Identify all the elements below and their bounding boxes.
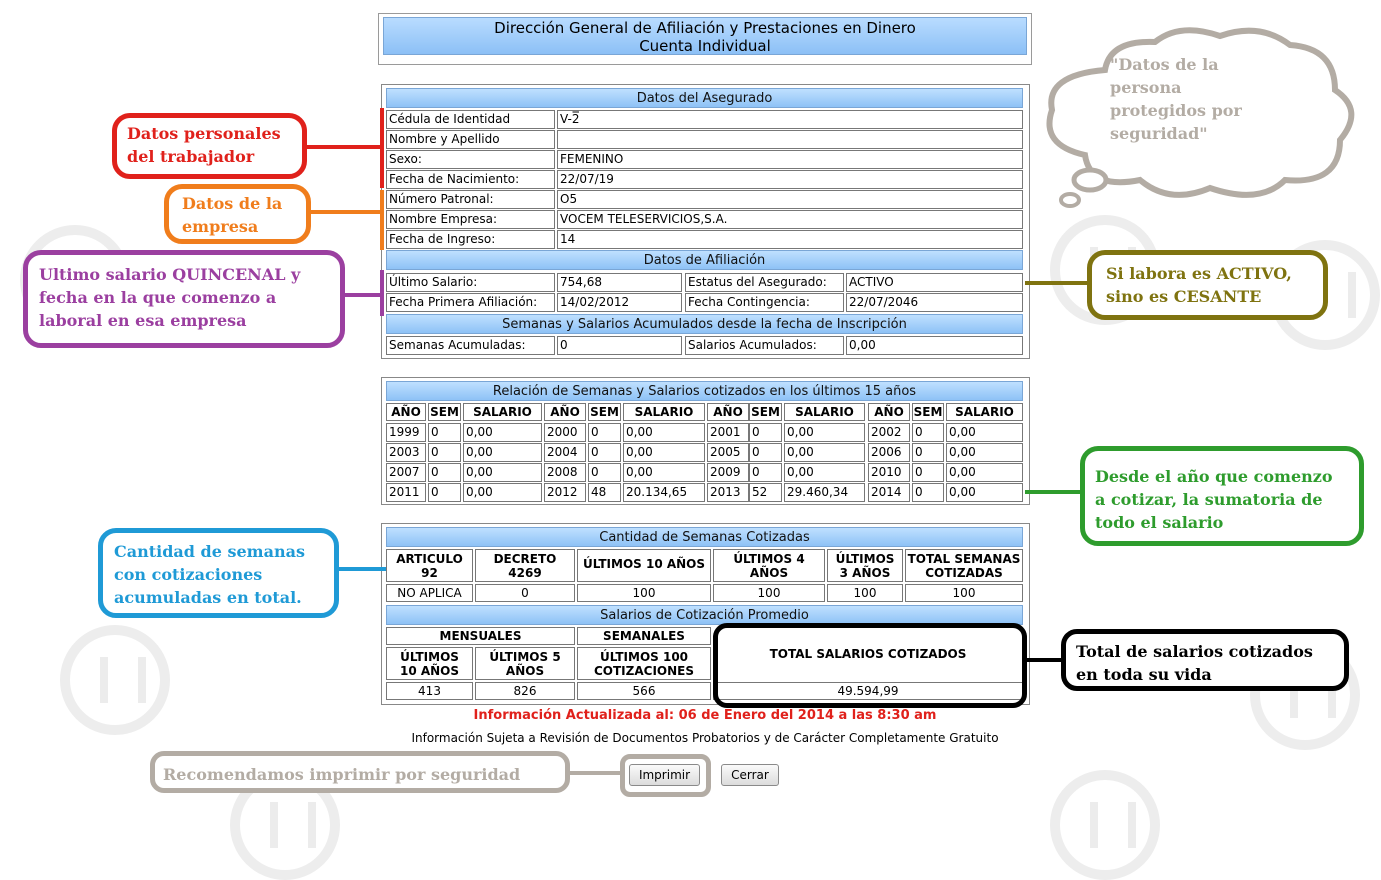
last-salary-value: 754,68 <box>557 273 682 292</box>
avg-100-contributions-value: 566 <box>577 682 711 700</box>
weeks-col-header: TOTAL SEMANAS COTIZADAS <box>905 549 1023 582</box>
history-cell: 2010 <box>868 463 910 482</box>
insured-status-value: ACTIVO <box>846 273 1023 292</box>
accumulated-header: Semanas y Salarios Acumulados desde la fecha de Inscripción <box>386 314 1023 334</box>
history-cell: 0,00 <box>623 423 705 442</box>
callout-recommend-print: Recomendamos imprimir por seguridad <box>150 751 570 793</box>
history-col-header: SALARIO <box>623 403 705 421</box>
callout-last-salary: Ultimo salario QUINCENAL y fecha en la que comenzo a laboral en esa empresa <box>23 250 345 348</box>
weeks-col-header: ARTICULO 92 <box>386 549 473 582</box>
history-cell: 0 <box>912 463 944 482</box>
insured-field-value: 14 <box>557 230 1023 249</box>
history-cell: 2000 <box>544 423 586 442</box>
watermark-logo <box>60 625 170 735</box>
thought-cloud-text: "Datos de la persona protegidos por seguridad" <box>1110 55 1242 143</box>
history-cell: 2001 <box>707 423 749 442</box>
history-cell: 0 <box>749 423 782 442</box>
accumulated-salaries-value: 0,00 <box>846 336 1023 355</box>
weeks-value: 100 <box>827 584 903 602</box>
insured-field-label: Fecha de Nacimiento: <box>386 170 555 189</box>
weeks-col-header: ÚLTIMOS 10 AÑOS <box>577 549 711 582</box>
first-affiliation-value: 14/02/2012 <box>557 293 682 312</box>
insured-field-value: V-2̅̅̅̅̅̅ <box>557 110 1023 129</box>
history-cell: 0 <box>912 423 944 442</box>
history-cell: 48 <box>588 483 621 502</box>
history-cell: 0,00 <box>784 443 865 462</box>
last-5-years-header: ÚLTIMOS 5 AÑOS <box>475 647 575 680</box>
total-salaries-value: 49.594,99 <box>713 682 1023 700</box>
history-cell: 0,00 <box>623 443 705 462</box>
contingency-date-value: 22/07/2046 <box>846 293 1023 312</box>
insured-field-label: Número Patronal: <box>386 190 555 209</box>
insured-field-value: VOCEM TELESERVICIOS,S.A. <box>557 210 1023 229</box>
insured-field-label: Sexo: <box>386 150 555 169</box>
close-button[interactable]: Cerrar <box>721 764 779 786</box>
history-cell: 0,00 <box>784 423 865 442</box>
history-cell: 0 <box>588 443 621 462</box>
last-100-contributions-header: ÚLTIMOS 100 COTIZACIONES <box>577 647 711 680</box>
print-button[interactable]: Imprimir <box>629 764 700 786</box>
history-cell: 2003 <box>386 443 426 462</box>
history-col-header: AÑO <box>868 403 910 421</box>
history-cell: 52 <box>749 483 782 502</box>
history-cell: 2011 <box>386 483 426 502</box>
weeks-col-header: DECRETO 4269 <box>475 549 575 582</box>
updated-info: Información Actualizada al: 06 de Enero del 2014 a las 8:30 am <box>473 708 937 723</box>
history-cell: 0 <box>749 463 782 482</box>
avg-5-years-value: 826 <box>475 682 575 700</box>
history-col-header: SEM <box>913 405 943 419</box>
history-col-header: SALARIO <box>784 403 865 421</box>
insured-field-value: 22/07/19 <box>557 170 1023 189</box>
history-col-header: SALARIO <box>946 403 1023 421</box>
bracket-salary <box>380 270 384 316</box>
connector-total <box>1027 658 1061 662</box>
weeks-value: 100 <box>713 584 825 602</box>
page-title-line1: Dirección General de Afiliación y Prestaciones en Dinero <box>494 19 916 37</box>
bracket-personal <box>380 108 384 188</box>
insured-field-label: Nombre Empresa: <box>386 210 555 229</box>
weeks-value: NO APLICA <box>386 584 473 602</box>
total-highlight-box <box>713 623 1027 708</box>
history-col-header: AÑO <box>707 403 749 421</box>
contributions-history-header: Relación de Semanas y Salarios cotizados en los últimos 15 años <box>386 381 1023 401</box>
insured-status-label: Estatus del Asegurado: <box>685 273 844 292</box>
insured-field-value: O5 <box>557 190 1023 209</box>
weeks-col-header: ÚLTIMOS 3 AÑOS <box>827 549 903 582</box>
history-cell: 0 <box>588 463 621 482</box>
history-cell: 0 <box>428 423 461 442</box>
weeks-value: 100 <box>905 584 1023 602</box>
insured-field-label: Fecha de Ingreso: <box>386 230 555 249</box>
callout-weeks: Cantidad de semanas con cotizaciones acumuladas en total. <box>98 528 339 618</box>
history-cell: 2008 <box>544 463 586 482</box>
history-cell: 2007 <box>386 463 426 482</box>
callout-personal-data: Datos personales del trabajador <box>112 113 307 179</box>
history-cell: 0 <box>588 423 621 442</box>
connector-recommend <box>570 771 622 775</box>
history-col-header: AÑO <box>386 403 426 421</box>
bracket-company <box>380 190 384 250</box>
insured-field-value <box>557 130 1023 149</box>
weekly-header: SEMANALES <box>577 627 711 645</box>
average-salaries-header: Salarios de Cotización Promedio <box>386 605 1023 625</box>
history-cell: 0,00 <box>463 483 542 502</box>
weeks-col-header: ÚLTIMOS 4 AÑOS <box>713 549 825 582</box>
history-cell: 0 <box>428 483 461 502</box>
history-cell: 0 <box>912 443 944 462</box>
history-col-header: SEM <box>749 403 782 421</box>
connector-personal <box>307 145 384 149</box>
callout-total: Total de salarios cotizados en toda su vida <box>1061 629 1349 691</box>
history-cell: 20.134,65 <box>623 483 705 502</box>
history-cell: 2009 <box>707 463 749 482</box>
history-col-header: SALARIO <box>463 403 542 421</box>
history-cell: 0 <box>428 463 461 482</box>
page-title <box>383 17 1027 55</box>
history-cell: 2012 <box>544 483 586 502</box>
total-salaries-header: TOTAL SALARIOS COTIZADOS <box>713 627 1023 680</box>
history-cell: 0 <box>428 443 461 462</box>
avg-10-years-value: 413 <box>386 682 473 700</box>
contingency-date-label: Fecha Contingencia: <box>685 293 844 312</box>
history-col-header: SEM <box>588 403 621 421</box>
history-col-header: SEM <box>428 403 461 421</box>
connector-salary <box>345 293 384 297</box>
history-cell: 1999 <box>386 423 426 442</box>
insured-field-label: Nombre y Apellido <box>386 130 555 149</box>
connector-company <box>311 210 384 214</box>
history-cell: 0,00 <box>463 463 542 482</box>
history-cell: 2004 <box>544 443 586 462</box>
weeks-value: 100 <box>577 584 711 602</box>
first-affiliation-label: Fecha Primera Afiliación: <box>386 293 555 312</box>
history-col-header: AÑO <box>544 403 586 421</box>
insured-field-value: FEMENINO <box>557 150 1023 169</box>
history-cell: 0 <box>912 483 944 502</box>
last-10-years-header: ÚLTIMOS 10 AÑOS <box>386 647 473 680</box>
history-cell: 0,00 <box>946 443 1023 462</box>
history-cell: 2013 <box>707 483 749 502</box>
history-cell: 2002 <box>868 423 910 442</box>
callout-salary-sum: Desde el año que comenzo a cotizar, la sumatoria de todo el salario <box>1080 446 1364 546</box>
accumulated-weeks-value: 0 <box>557 336 682 355</box>
weeks-value: 0 <box>475 584 575 602</box>
accumulated-salaries-label: Salarios Acumulados: <box>685 336 844 355</box>
callout-status: Si labora es ACTIVO, sino es CESANTE <box>1087 250 1328 320</box>
history-cell: 2006 <box>868 443 910 462</box>
insured-data-header: Datos del Asegurado <box>386 88 1023 108</box>
callout-company-data: Datos de la empresa <box>164 184 311 244</box>
connector-status <box>1025 281 1087 285</box>
history-cell: 0,00 <box>463 423 542 442</box>
history-cell: 0,00 <box>784 463 865 482</box>
history-cell: 0,00 <box>623 463 705 482</box>
history-cell: 2005 <box>707 443 749 462</box>
history-cell: 0,00 <box>946 483 1023 502</box>
connector-weeks <box>339 567 386 571</box>
affiliation-header: Datos de Afiliación <box>386 250 1023 270</box>
monthly-header: MENSUALES <box>386 627 575 645</box>
history-cell: 29.460,34 <box>784 483 865 502</box>
history-cell: 0,00 <box>946 463 1023 482</box>
insured-field-label: Cédula de Identidad <box>386 110 555 129</box>
history-cell: 2014 <box>868 483 910 502</box>
history-cell: 0,00 <box>463 443 542 462</box>
history-cell: 0 <box>749 443 782 462</box>
weeks-summary-header: Cantidad de Semanas Cotizadas <box>386 527 1023 547</box>
accumulated-weeks-label: Semanas Acumuladas: <box>386 336 555 355</box>
history-cell: 0,00 <box>946 423 1023 442</box>
page-header <box>378 13 1032 65</box>
disclaimer: Información Sujeta a Revisión de Documentos Probatorios y de Carácter Completamente Gratuito <box>411 731 999 745</box>
watermark-logo <box>1050 770 1160 880</box>
connector-sum <box>1025 490 1080 494</box>
print-highlight-box <box>620 754 711 797</box>
page-title-line2: Cuenta Individual <box>639 37 771 55</box>
last-salary-label: Último Salario: <box>386 273 555 292</box>
